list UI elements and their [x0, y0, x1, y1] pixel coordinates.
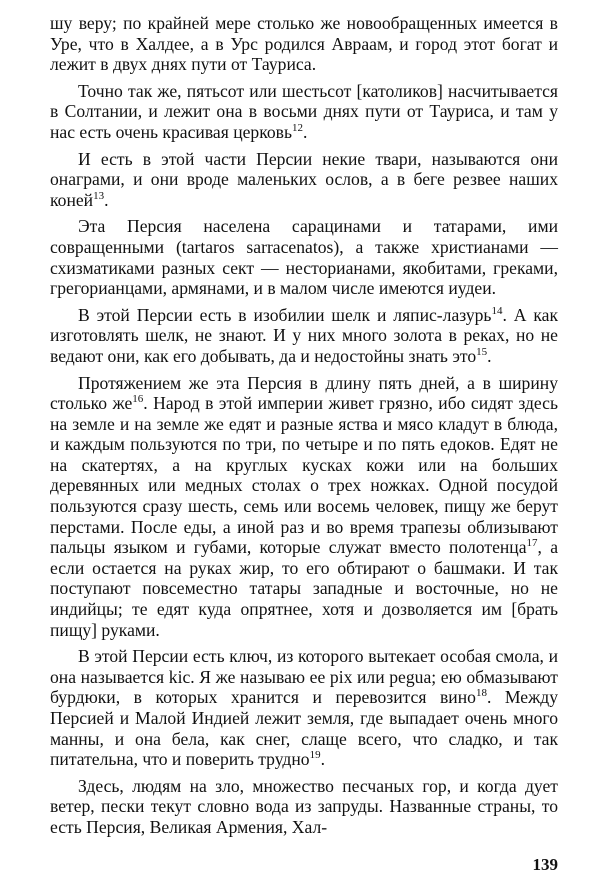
paragraph	[50, 646, 558, 770]
paragraph-text: Протяжением же эта Персия в длину пять дней, а в ширину столько же	[50, 372, 558, 414]
paragraph-text: .	[320, 749, 325, 770]
paragraph-text: , а если остается на руках жир, то его обтирают о башмаки. И так поступают повсеместно татары западные и восточные, но не индийцы; те едят куда опрятнее, хотя и дозволяется им [брать пищу] руками.	[50, 537, 558, 640]
paragraph	[50, 776, 558, 838]
paragraph	[50, 305, 558, 367]
footnote-marker: 18	[475, 687, 487, 700]
paragraph-text: .	[104, 189, 109, 210]
footnote-marker: 16	[132, 393, 144, 406]
footnote-marker: 15	[476, 345, 488, 358]
footnote-marker: 17	[526, 537, 538, 550]
page-number: 139	[532, 855, 558, 874]
paragraph-text: шу веру; по крайней мере столько же новообращенных имеется в Уре, что в Халдее, а в Урс родился Авраам, и город этот богат и лежит в двух днях пути от Тауриса.	[50, 13, 558, 75]
paragraph	[50, 216, 558, 298]
footnote-marker: 13	[93, 189, 105, 202]
paragraph-text: В этой Персии есть ключ, из которого вытекает особая смола, и она называется kic. Я же называю ее pix или pegua; ею обмазывают бурдюки, в которых хранится и перевозится вино	[50, 646, 558, 708]
footnote-marker: 19	[309, 749, 321, 762]
paragraph	[50, 81, 558, 143]
paragraph	[50, 13, 558, 75]
paragraph-text: Здесь, людям на зло, множество песчаных гор, и когда дует ветер, пески текут словно вода из запруды. Названные страны, то есть Персия, Великая Армения, Хал-	[50, 775, 558, 837]
paragraph-text: . Народ в этой империи живет грязно, ибо сидят здесь на земле и на земле же едят и разные яства и мясо кладут в блюда, и каждым пользуются по три, по четыре и по пять едоков. Едят не на скатертях, а на круглых кусках кожи или на больших деревянных или медных столах о трех ножках. Одной посудой пользуются сразу шесть, семь или восемь человек, пищу же берут перстами. После еды, а иной раз и во время трапезы облизывают пальцы языком и губами, которые служат вместо полотенца	[50, 393, 558, 558]
body-text	[50, 13, 558, 838]
footnote-marker: 12	[292, 121, 303, 134]
paragraph-text: Точно так же, пятьсот или шестьсот [католиков] насчитывается в Солтании, и лежит она в восьми днях пути от Тауриса, и там у нас есть очень красивая церковь	[50, 80, 558, 142]
paragraph-text: В этой Персии есть в изобилии шелк и ляпис-лазурь	[78, 304, 492, 325]
paragraph-text: .	[303, 121, 308, 142]
paragraph-text: . Между Персией и Малой Индией лежит земля, где выпадает очень много манны, и она бела, как снег, слаще всего, что сладко, и так питательна, что и поверить трудно	[50, 687, 559, 770]
paragraph-text: И есть в этой части Персии некие твари, называются они онаграми, и они вроде маленьких ослов, а в беге резвее наших коней	[50, 148, 558, 210]
paragraph	[50, 149, 558, 211]
footnote-marker: 14	[491, 304, 503, 317]
paragraph-text: . А как изготовлять шелк, не знают. И у них много золота в реках, но не ведают они, как его добывать, да и недостойны знать это	[50, 304, 558, 366]
paragraph-text: .	[487, 345, 492, 366]
paragraph	[50, 373, 558, 641]
paragraph-text: Эта Персия населена сарацинами и татарами, ими совращенными (tartaros sarracenatos), а также христианами — схизматиками разных сект — несторианами, якобитами, греками, грегорианцами, армянами, и в малом числе имеются иудеи.	[50, 216, 558, 299]
